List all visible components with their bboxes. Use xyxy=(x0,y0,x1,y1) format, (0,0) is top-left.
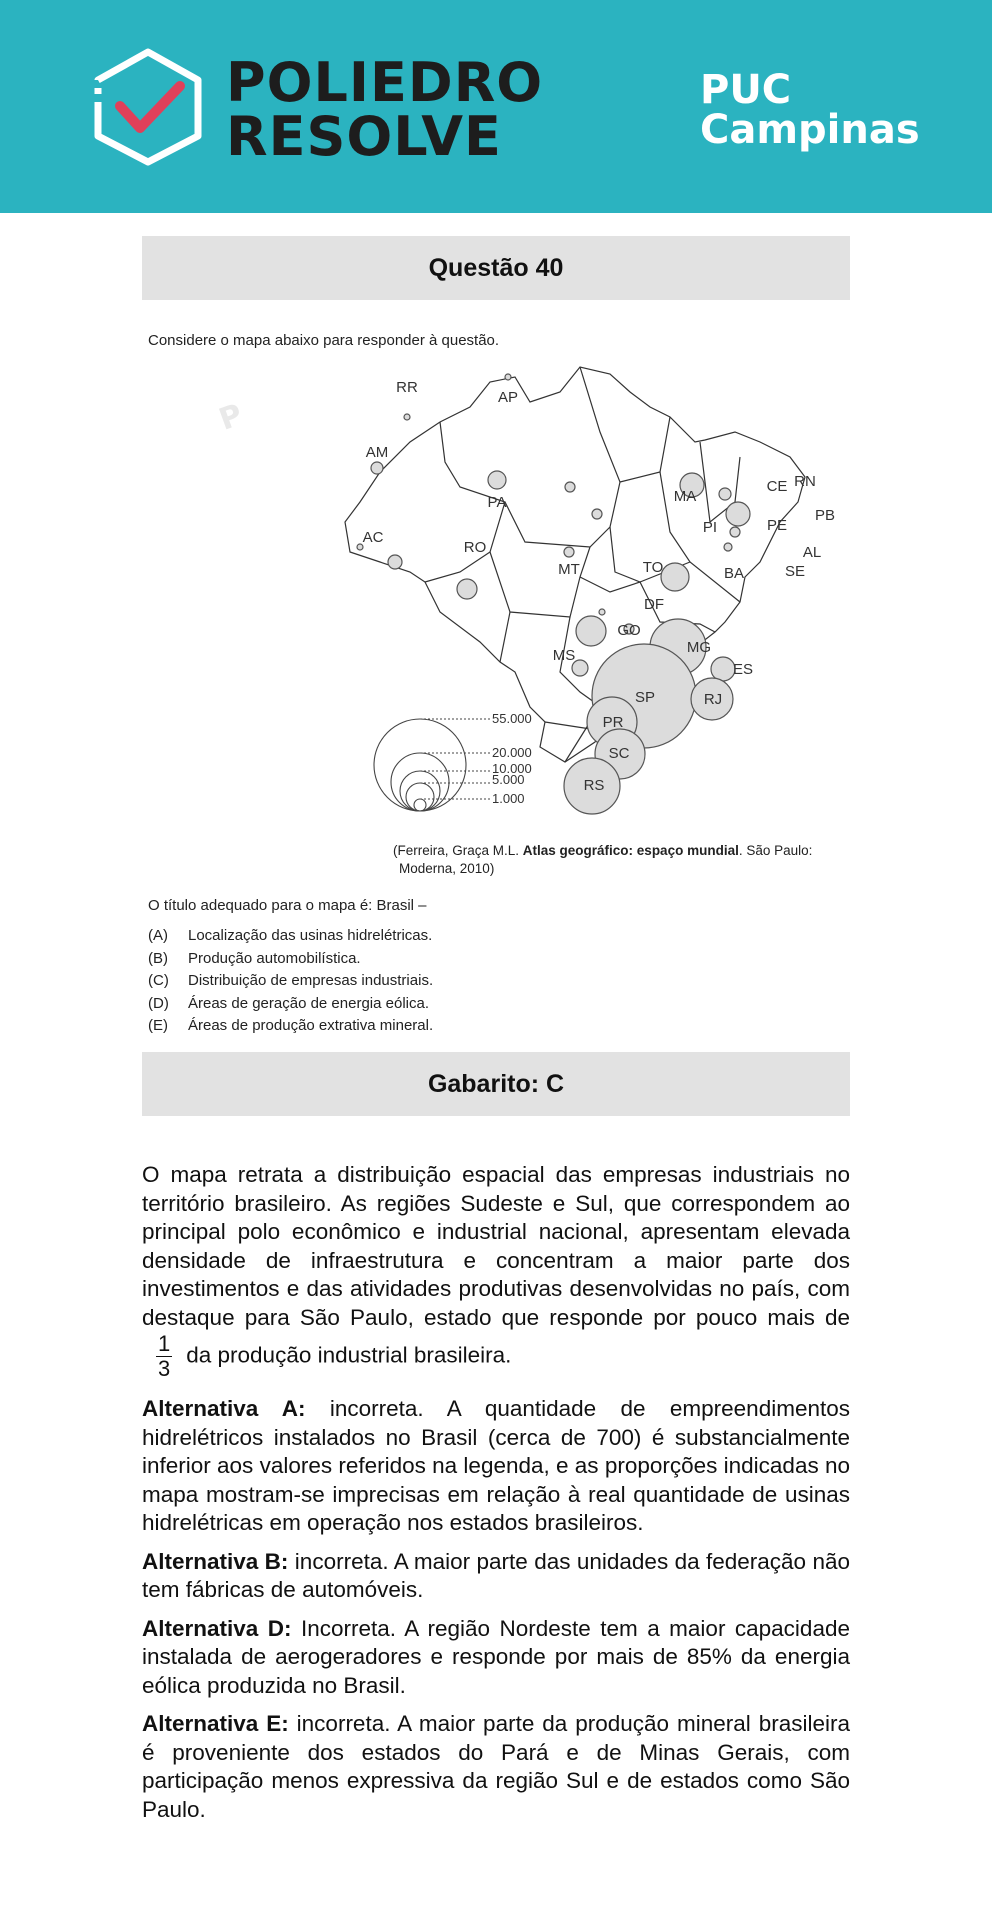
map-label-ac: AC xyxy=(362,529,384,546)
map-label-am: AM xyxy=(365,444,389,461)
map-label-pi: PI xyxy=(702,519,718,536)
alternative-a-explanation xyxy=(142,1395,850,1538)
legend-value-5000: 5.000 xyxy=(492,772,525,787)
question-stem: O título adequado para o mapa é: Brasil – xyxy=(148,897,427,914)
legend-value-1000: 1.000 xyxy=(492,791,525,806)
answer-key: Gabarito: C xyxy=(142,1052,850,1116)
university-line-2: Campinas xyxy=(700,107,920,153)
map-label-df: DF xyxy=(644,596,664,613)
map-label-mg: MG xyxy=(686,639,712,656)
option-letter: (E) xyxy=(148,1017,168,1034)
citation-line-2: Moderna, 2010) xyxy=(399,861,495,876)
citation-suffix: . São Paulo: xyxy=(738,843,813,858)
map-label-al: AL xyxy=(802,544,822,561)
option-text: Produção automobilística. xyxy=(188,949,361,967)
option-d xyxy=(148,993,433,1016)
alternative-text: incorreta. A maior parte da produção mineral brasileira é proveniente dos estados do Pará e de Minas Gerais, com participação menos expressiva da região Sul e de estados como São Paulo. xyxy=(142,1711,850,1822)
brand-name xyxy=(226,51,544,168)
option-b xyxy=(148,948,433,971)
map-label-rj: RJ xyxy=(703,691,723,708)
map-label-sp: SP xyxy=(634,689,656,706)
explanation-intro-before: O mapa retrata a distribuição espacial das empresas industriais no território brasileiro. As regiões Sudeste e Sul, que correspondem ao principal polo econômico e industrial nacional, apresentam elevada densidade de infraestrutura e concentram a maior parte dos investimentos e das atividades produtivas desenvolvidas no país, com destaque para São Paulo, estado que responde por pouco mais de xyxy=(142,1162,850,1330)
legend-value-10000: 10.000 xyxy=(492,761,532,776)
alternative-label: Alternativa B: xyxy=(142,1548,289,1574)
map-label-mt: MT xyxy=(558,561,580,578)
map-label-ap: AP xyxy=(497,389,519,406)
alternative-label: Alternativa A: xyxy=(142,1396,306,1421)
explanation xyxy=(142,1161,850,1824)
alternative-d-explanation xyxy=(142,1615,850,1701)
header-banner xyxy=(0,0,992,213)
option-letter: (D) xyxy=(148,994,169,1012)
fraction-denominator: 3 xyxy=(158,1356,171,1381)
university-name xyxy=(700,67,920,153)
fraction-one-third xyxy=(156,1332,172,1381)
map-label-ba: BA xyxy=(723,565,745,582)
watermark: P xyxy=(214,397,248,438)
alternative-label: Alternativa D: xyxy=(142,1615,292,1641)
legend-value-20000: 20.000 xyxy=(492,745,532,760)
map-label-sc: SC xyxy=(608,745,630,762)
question-intro: Considere o mapa abaixo para responder à questão. xyxy=(148,332,500,349)
map-label-ce: CE xyxy=(766,478,788,495)
map-label-to: TO xyxy=(642,559,664,576)
citation-title: Atlas geográfico: espaço mundial xyxy=(522,843,739,858)
option-letter: (B) xyxy=(148,949,168,967)
map-label-es: ES xyxy=(732,661,754,678)
option-text: Distribuição de empresas industriais. xyxy=(188,972,434,989)
poliedro-check-logo-icon xyxy=(92,48,204,166)
option-text: Localização das usinas hidrelétricas. xyxy=(188,927,433,944)
alternative-label: Alternativa E: xyxy=(142,1711,289,1736)
option-a xyxy=(148,925,433,948)
map-label-pr: PR xyxy=(602,714,624,731)
university-line-1: PUC xyxy=(700,67,792,113)
map-label-ro: RO xyxy=(463,539,487,556)
alternative-text: Incorreta. A região Nordeste tem a maior capacidade instalada de aerogeradores e responde por mais de 85% da energia eólica produzida no Brasil. xyxy=(142,1615,850,1698)
explanation-intro-after: da produção industrial brasileira. xyxy=(186,1342,512,1368)
legend-value-55000: 55.000 xyxy=(492,711,532,726)
brand-line-2: RESOLVE xyxy=(226,105,502,168)
map-label-ma: MA xyxy=(673,488,697,505)
map-label-ms: MS xyxy=(552,647,576,664)
option-e xyxy=(148,1015,433,1038)
citation-prefix: (Ferreira, Graça M.L. xyxy=(393,843,523,858)
option-c xyxy=(148,970,433,993)
option-letter: (A) xyxy=(148,927,168,944)
map-citation xyxy=(393,842,812,878)
option-letter: (C) xyxy=(148,972,169,989)
option-text: Áreas de produção extrativa mineral. xyxy=(188,1017,434,1034)
option-text: Áreas de geração de energia eólica. xyxy=(188,994,429,1012)
map-label-pe: PE xyxy=(766,517,788,534)
explanation-intro xyxy=(142,1161,850,1381)
map-label-rr: RR xyxy=(396,379,418,396)
options-list xyxy=(148,925,433,1038)
map-label-pb: PB xyxy=(814,507,836,524)
map-label-pa: PA xyxy=(487,494,507,511)
map-label-go: GO xyxy=(617,622,641,639)
alternative-text: incorreta. A quantidade de empreendimentos hidrelétricos instalados no Brasil (cerca de 700) é substancialmente inferior aos valores referidos na legenda, e as proporções indicadas no mapa mostram-se imprecisas em relação à real quantidade de usinas hidrelétricas em operação nos estados brasileiros. xyxy=(142,1396,850,1535)
alternative-e-explanation xyxy=(142,1710,850,1824)
alternative-b-explanation xyxy=(142,1548,850,1605)
brand-line-1: POLIEDRO xyxy=(226,51,544,114)
fraction-numerator: 1 xyxy=(158,1331,171,1356)
question-title: Questão 40 xyxy=(142,236,850,300)
map-label-rn: RN xyxy=(794,473,816,490)
alternative-text: incorreta. A maior parte das unidades da federação não tem fábricas de automóveis. xyxy=(142,1548,850,1602)
map-label-se: SE xyxy=(784,563,806,580)
map-label-rs: RS xyxy=(583,777,605,794)
brazil-industry-map xyxy=(340,362,840,882)
